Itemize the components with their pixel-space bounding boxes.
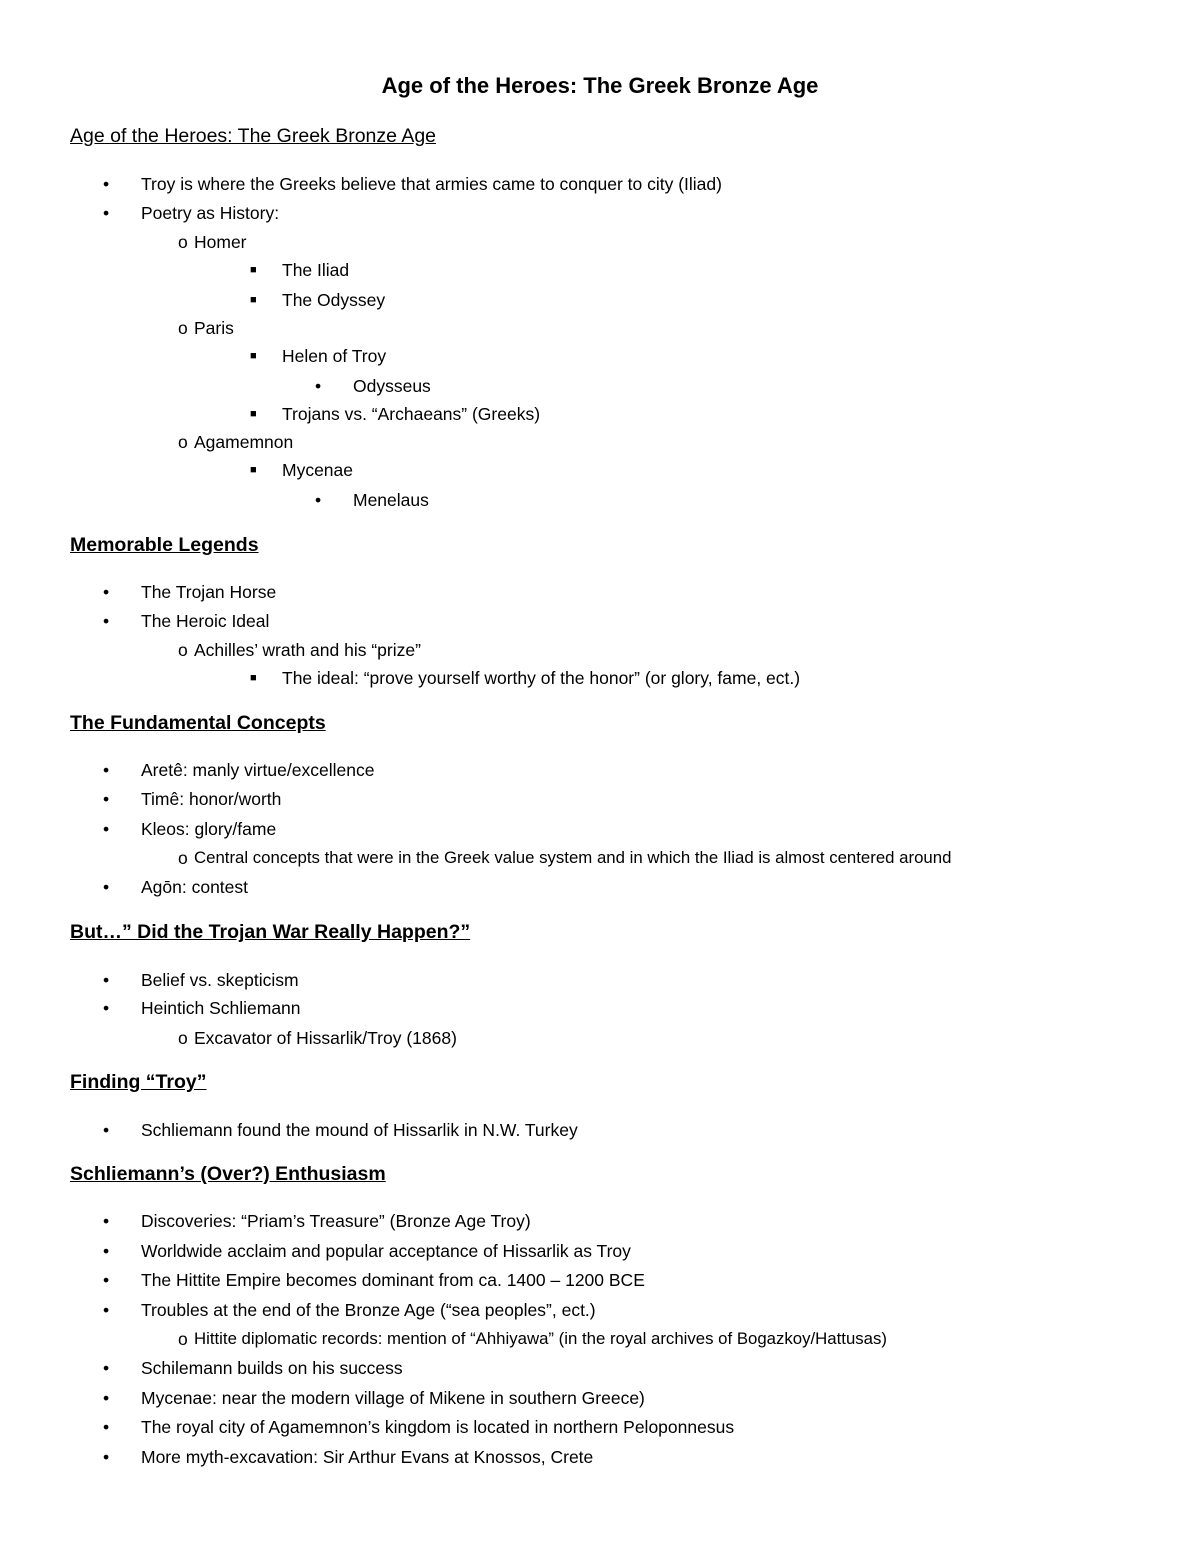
list-item: Trojans vs. “Archaeans” (Greeks): [282, 404, 541, 424]
bullet-icon: •: [103, 1241, 110, 1261]
list-item: Helen of Troy: [282, 346, 387, 366]
bullet-icon: •: [103, 877, 110, 897]
list-item: Paris: [194, 318, 234, 338]
list-item: Kleos: glory/fame: [141, 819, 277, 839]
page-title: Age of the Heroes: The Greek Bronze Age: [381, 73, 819, 98]
bullet-icon: •: [103, 760, 110, 780]
list-item: The Iliad: [282, 260, 350, 280]
bullet-icon: •: [103, 611, 110, 631]
list-item: Agōn: contest: [141, 877, 249, 897]
list-item: Belief vs. skepticism: [141, 970, 299, 990]
bullet-icon: •: [103, 789, 110, 809]
section-heading: The Fundamental Concepts: [70, 712, 326, 734]
list-item: Menelaus: [353, 490, 429, 510]
bullet-icon: •: [103, 174, 110, 194]
section-heading: But…” Did the Trojan War Really Happen?”: [70, 921, 471, 943]
bullet-icon: •: [103, 819, 110, 839]
list-item: Troubles at the end of the Bronze Age (“sea peoples”, ect.): [141, 1300, 596, 1320]
bullet-icon: •: [103, 1120, 110, 1140]
bullet-icon: •: [103, 1358, 110, 1378]
square-bullet-icon: ■: [250, 264, 257, 276]
list-item: Poetry as History:: [141, 203, 280, 223]
square-bullet-icon: ■: [250, 294, 257, 306]
circle-bullet-icon: o: [178, 1329, 188, 1349]
list-item: Troy is where the Greeks believe that armies came to conquer to city (Iliad): [141, 174, 722, 194]
circle-bullet-icon: o: [178, 640, 188, 660]
circle-bullet-icon: o: [178, 432, 188, 452]
square-bullet-icon: ■: [250, 464, 257, 476]
list-item: Discoveries: “Priam’s Treasure” (Bronze Age Troy): [141, 1211, 531, 1231]
list-item: The ideal: “prove yourself worthy of the honor” (or glory, fame, ect.): [282, 668, 801, 688]
list-item: The Heroic Ideal: [141, 611, 270, 631]
list-item: Excavator of Hissarlik/Troy (1868): [194, 1028, 457, 1048]
section-heading: Memorable Legends: [70, 534, 259, 556]
section-heading: Age of the Heroes: The Greek Bronze Age: [70, 125, 437, 147]
bullet-icon: •: [103, 1388, 110, 1408]
circle-bullet-icon: o: [178, 232, 188, 252]
list-item: Mycenae: near the modern village of Mikene in southern Greece): [141, 1388, 645, 1408]
bullet-icon: •: [103, 1417, 110, 1437]
bullet-icon: •: [103, 582, 110, 602]
list-item: Homer: [194, 232, 247, 252]
list-item: The Trojan Horse: [141, 582, 277, 602]
square-bullet-icon: ■: [250, 672, 257, 684]
circle-bullet-icon: o: [178, 318, 188, 338]
square-bullet-icon: ■: [250, 408, 257, 420]
list-item: Timê: honor/worth: [141, 789, 282, 809]
section-heading: Schliemann’s (Over?) Enthusiasm: [70, 1163, 386, 1185]
bullet-icon: •: [315, 376, 322, 396]
bullet-icon: •: [103, 1211, 110, 1231]
bullet-icon: •: [103, 1447, 110, 1467]
list-item: The Odyssey: [282, 290, 386, 310]
bullet-icon: •: [103, 1300, 110, 1320]
list-item: Schilemann builds on his success: [141, 1358, 403, 1378]
list-item: Hittite diplomatic records: mention of “Ahhiyawa” (in the royal archives of Bogazkoy/Hattusas): [194, 1329, 887, 1348]
list-item: Heintich Schliemann: [141, 998, 301, 1018]
bullet-icon: •: [315, 490, 322, 510]
list-item: The Hittite Empire becomes dominant from ca. 1400 – 1200 BCE: [141, 1270, 645, 1290]
list-item: Achilles’ wrath and his “prize”: [194, 640, 421, 660]
section-heading: Finding “Troy”: [70, 1071, 207, 1093]
square-bullet-icon: ■: [250, 350, 257, 362]
list-item: Odysseus: [353, 376, 431, 396]
circle-bullet-icon: o: [178, 848, 188, 868]
list-item: Mycenae: [282, 460, 354, 480]
list-item: Central concepts that were in the Greek value system and in which the Iliad is almost centered around: [194, 848, 952, 867]
bullet-icon: •: [103, 1270, 110, 1290]
bullet-icon: •: [103, 203, 110, 223]
list-item: Schliemann found the mound of Hissarlik in N.W. Turkey: [141, 1120, 578, 1140]
list-item: The royal city of Agamemnon’s kingdom is located in northern Peloponnesus: [141, 1417, 735, 1437]
bullet-icon: •: [103, 998, 110, 1018]
circle-bullet-icon: o: [178, 1028, 188, 1048]
list-item: Agamemnon: [194, 432, 294, 452]
list-item: Aretê: manly virtue/excellence: [141, 760, 375, 780]
bullet-icon: •: [103, 970, 110, 990]
list-item: More myth-excavation: Sir Arthur Evans at Knossos, Crete: [141, 1447, 594, 1467]
list-item: Worldwide acclaim and popular acceptance of Hissarlik as Troy: [141, 1241, 631, 1261]
